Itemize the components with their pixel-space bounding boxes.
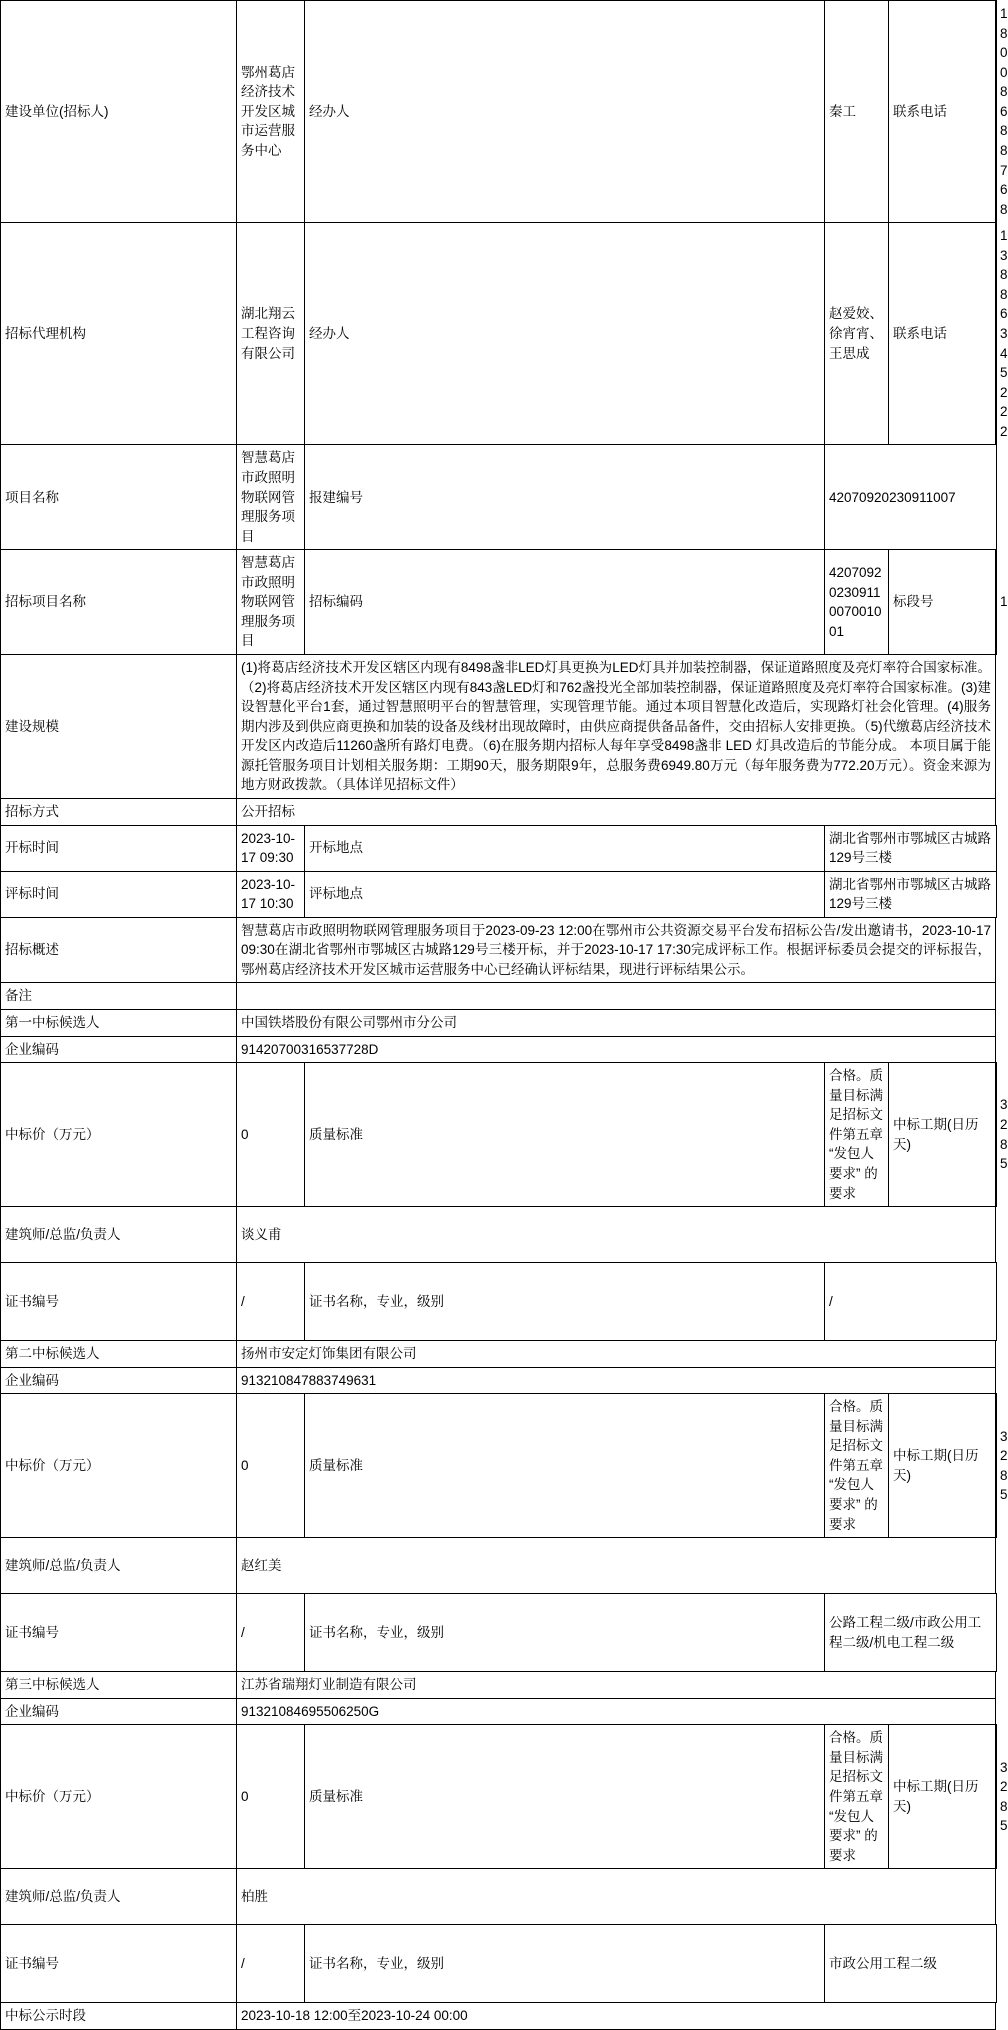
agent-label-2: 经办人 [305,223,825,445]
table-row-candidate-rank [1,1010,997,1037]
candidate-2-cert-name-value: 公路工程二级/市政公用工程二级/机电工程二级 [825,1594,997,1672]
table-row-candidate-cert [1,1263,997,1341]
table-row-candidate-cert [1,1925,997,2003]
report-no-label: 报建编号 [305,445,825,550]
agency-label: 招标代理机构 [1,223,237,445]
mode-value: 公开招标 [237,798,996,825]
candidate-3-rank-value: 江苏省瑞翔灯业制造有限公司 [237,1672,996,1699]
candidate-1-cert-no-label: 证书编号 [1,1263,237,1341]
candidate-3-cert-no-value: / [237,1925,305,2003]
table-row-candidate-code [1,1367,997,1394]
candidate-3-price-value: 0 [237,1725,305,1869]
publicity-label: 中标公示时段 [1,2003,237,2030]
agent-value-2: 赵爱姣、徐宵宵、王思成 [825,223,889,445]
candidate-3-code-value: 91321084695506250G [237,1698,996,1725]
table-row-tender-project [1,550,997,655]
contact-value-2: 13886345222 [996,223,997,445]
table-row-scale [1,655,997,799]
candidate-3-duration-value: 3285 [996,1725,997,1869]
candidate-1-rank-label: 第一中标候选人 [1,1010,237,1037]
open-time-label: 开标时间 [1,825,237,871]
candidate-3-duration-label: 中标工期(日历天) [889,1725,996,1869]
table-row-candidate-person [1,1869,997,1925]
candidate-1-cert-no-value: / [237,1263,305,1341]
eval-place-label: 评标地点 [305,871,825,917]
eval-time-label: 评标时间 [1,871,237,917]
candidate-2-rank-label: 第二中标候选人 [1,1341,237,1368]
table-row-candidate-price [1,1394,997,1538]
scale-value: (1)将葛店经济技术开发区辖区内现有8498盏非LED灯具更换为LED灯具并加装控制器，保证道路照度及亮灯率符合国家标准。（2)将葛店经济技术开发区辖区内现有843盏LED灯和762盏投光全部加装控制器，保证道路照度及亮灯率符合国家标准。(3)建设智慧化平台1套，通过智慧照明平台的智慧管理，实现管理节能。通过本项目智慧化改造后，实现路灯社会化管理。(4)服务期内涉及到供应商更换和加装的设备及线材出现故障时，由供应商提供备品备件，交由招标人安排更换。（5)代缴葛店经济技术开发区内改造后11260盏所有路灯电费。（6)在服务期内招标人每年享受8498盏非 LED 灯具改造后的节能分成。 本项目属于能源托管服务项目计划相关服务期：工期90天，服务期限9年，总服务费6949.80万元（每年服务费为772.20万元）。资金来源为地方财政拨款。（具体详见招标文件） [237,655,996,799]
candidate-2-duration-label: 中标工期(日历天) [889,1394,996,1538]
table-row-candidate-person [1,1538,997,1594]
candidate-3-cert-no-label: 证书编号 [1,1925,237,2003]
summary-label: 招标概述 [1,917,237,983]
builder-label: 建设单位(招标人) [1,1,237,223]
agent-value-1: 秦工 [825,1,889,223]
candidate-2-quality-label: 质量标准 [305,1394,825,1538]
candidate-2-person-label: 建筑师/总监/负责人 [1,1538,237,1594]
candidate-3-code-label: 企业编码 [1,1698,237,1725]
table-row-open-time [1,825,997,871]
contact-label-1: 联系电话 [889,1,996,223]
table-row-builder [1,1,997,223]
candidate-2-quality-value: 合格。质量目标满足招标文件第五章 “发包人要求” 的要求 [825,1394,889,1538]
candidate-1-cert-name-label: 证书名称，专业，级别 [305,1263,825,1341]
candidate-1-rank-value: 中国铁塔股份有限公司鄂州市分公司 [237,1010,996,1037]
project-name-label: 项目名称 [1,445,237,550]
tender-no-value: 42070920230911007001001 [825,550,889,655]
tender-project-label: 招标项目名称 [1,550,237,655]
remark-value [237,983,996,1010]
table-row-remark [1,983,997,1010]
open-place-label: 开标地点 [305,825,825,871]
candidate-3-person-value: 柏胜 [237,1869,996,1925]
remark-label: 备注 [1,983,237,1010]
table-row-eval-time [1,871,997,917]
section-value: 1 [996,550,997,655]
candidate-3-cert-name-value: 市政公用工程二级 [825,1925,997,2003]
agent-label-1: 经办人 [305,1,825,223]
candidate-3-quality-label: 质量标准 [305,1725,825,1869]
table-row-summary [1,917,997,983]
candidate-2-cert-no-value: / [237,1594,305,1672]
table-row-candidate-rank [1,1672,997,1699]
table-row-candidate-rank [1,1341,997,1368]
candidate-1-person-label: 建筑师/总监/负责人 [1,1207,237,1263]
tender-project-value: 智慧葛店市政照明物联网管理服务项目 [237,550,305,655]
candidate-3-rank-label: 第三中标候选人 [1,1672,237,1699]
candidate-1-price-label: 中标价（万元） [1,1063,237,1207]
candidate-1-quality-value: 合格。质量目标满足招标文件第五章 “发包人要求” 的要求 [825,1063,889,1207]
table-row-candidate-person [1,1207,997,1263]
mode-label: 招标方式 [1,798,237,825]
candidate-1-code-value: 91420700316537728D [237,1036,996,1063]
candidate-2-person-value: 赵红美 [237,1538,996,1594]
table-row-publicity [1,2003,997,2030]
eval-place-value: 湖北省鄂州市鄂城区古城路129号三楼 [825,871,997,917]
builder-value: 鄂州葛店经济技术开发区城市运营服务中心 [237,1,305,223]
candidate-1-duration-label: 中标工期(日历天) [889,1063,996,1207]
agency-value: 湖北翔云工程咨询有限公司 [237,223,305,445]
candidate-1-price-value: 0 [237,1063,305,1207]
section-label: 标段号 [889,550,996,655]
eval-time-value: 2023-10-17 10:30 [237,871,305,917]
candidate-2-cert-no-label: 证书编号 [1,1594,237,1672]
candidate-1-person-value: 谈义甫 [237,1207,996,1263]
table-row-project-name [1,445,997,550]
summary-value: 智慧葛店市政照明物联网管理服务项目于2023-09-23 12:00在鄂州市公共资源交易平台发布招标公告/发出邀请书，2023-10-17 09:30在湖北省鄂州市鄂城区古城路129号三楼开标，并于2023-10-17 17:30完成评标工作。根据评标委员会提交的评标报告，鄂州葛店经济技术开发区城市运营服务中心已经确认评标结果，现进行评标结果公示。 [237,917,996,983]
project-name-value: 智慧葛店市政照明物联网管理服务项目 [237,445,305,550]
table-row-candidate-code [1,1698,997,1725]
candidate-2-duration-value: 3285 [996,1394,997,1538]
candidate-1-code-label: 企业编码 [1,1036,237,1063]
scale-label: 建设规模 [1,655,237,799]
contact-value-1: 18008688768 [996,1,997,223]
table-row-candidate-code [1,1036,997,1063]
candidate-1-cert-name-value: / [825,1263,997,1341]
tender-no-label: 招标编码 [305,550,825,655]
candidate-1-quality-label: 质量标准 [305,1063,825,1207]
table-row-agency [1,223,997,445]
candidate-1-duration-value: 3285 [996,1063,997,1207]
candidate-2-rank-value: 扬州市安定灯饰集团有限公司 [237,1341,996,1368]
open-place-value: 湖北省鄂州市鄂城区古城路129号三楼 [825,825,997,871]
table-row-candidate-price [1,1725,997,1869]
open-time-value: 2023-10-17 09:30 [237,825,305,871]
candidate-3-cert-name-label: 证书名称，专业，级别 [305,1925,825,2003]
table-row-mode [1,798,997,825]
candidate-2-code-label: 企业编码 [1,1367,237,1394]
report-no-value: 42070920230911007 [825,445,997,550]
table-row-candidate-price [1,1063,997,1207]
candidate-2-price-label: 中标价（万元） [1,1394,237,1538]
candidate-3-person-label: 建筑师/总监/负责人 [1,1869,237,1925]
candidate-2-cert-name-label: 证书名称，专业，级别 [305,1594,825,1672]
candidate-2-price-value: 0 [237,1394,305,1538]
contact-label-2: 联系电话 [889,223,996,445]
table-row-candidate-cert [1,1594,997,1672]
candidate-2-code-value: 913210847883749631 [237,1367,996,1394]
candidate-3-price-label: 中标价（万元） [1,1725,237,1869]
candidate-3-quality-value: 合格。质量目标满足招标文件第五章 “发包人要求” 的要求 [825,1725,889,1869]
publicity-value: 2023-10-18 12:00至2023-10-24 00:00 [237,2003,996,2030]
